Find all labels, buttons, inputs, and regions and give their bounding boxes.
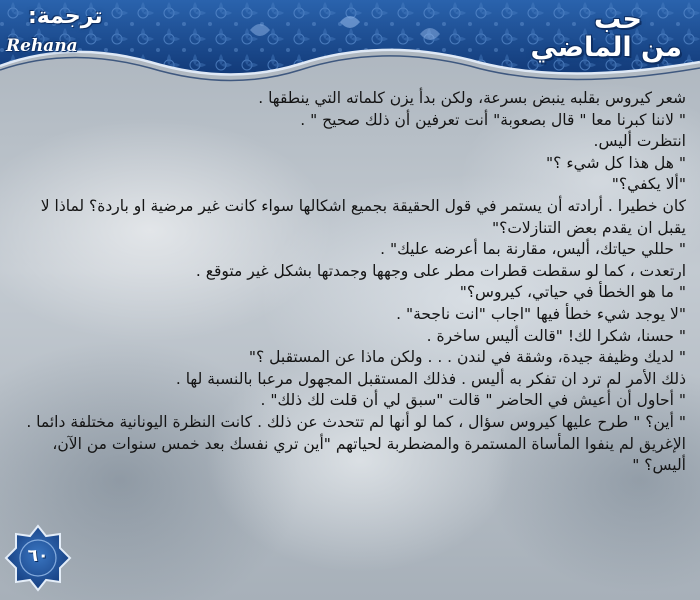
- translation-label: ترجمة:: [28, 4, 103, 29]
- text-line: " لاننا كبرنا معا " قال بصعوبة" أنت تعرفين أن ذلك صحيح " .: [300, 110, 686, 129]
- text-line: " أحاول أن أعيش في الحاضر " قالت "سبق لي أن قلت لك ذلك" .: [260, 391, 686, 410]
- series-title-line2: من الماضي: [530, 32, 682, 63]
- text-line: شعر كيروس بقلبه ينبض بسرعة، ولكن بدأ يزن كلماته التي ينطقها .: [258, 89, 686, 107]
- text-line: ذلك الأمر لم ترد ان تفكر به أليس . فذلك المستقبل المجهول مرعبا بالنسبة لها .: [175, 369, 686, 388]
- text-line: "ألا يكفي؟": [611, 175, 686, 194]
- series-title: [482, 6, 682, 62]
- story-text: [14, 88, 686, 477]
- text-paragraph: كان خطيرا . أرادته أن يستمر في قول الحقيقة بجميع اشكالها سواء كانت غير مرضية او باردة؟ لماذا لا يقبل ان يقدم بعض التنازلات؟": [40, 196, 686, 237]
- page-number: ٦٠: [27, 546, 49, 566]
- header-band: [0, 0, 700, 92]
- page-number-badge: [4, 524, 72, 592]
- text-line: " أين؟ " طرح عليها كيروس سؤال ، كما لو أنها لم تتحدث عن ذلك . كانت النظرة اليونانية مختلفة دائما .: [26, 412, 686, 431]
- text-line: " هل هذا كل شيء ؟": [546, 153, 686, 172]
- text-line: ارتعدت ، كما لو سقطت قطرات مطر على وجهها وجمدتها بشكل غير متوقع .: [195, 261, 686, 280]
- text-line: " ما هو الخطأ في حياتي، كيروس؟": [459, 283, 686, 302]
- text-line: انتظرت أليس.: [593, 132, 686, 151]
- text-line: " حسنا، شكرا لك! "قالت أليس ساخرة .: [426, 326, 686, 345]
- text-line: الإغريق لم ينفوا المأساة المستمرة والمضطربة لحياتهم "أين تري نفسك بعد خمس سنوات من الآن، أليس؟ ": [52, 434, 686, 475]
- series-title-line1: حب: [593, 4, 642, 35]
- text-line: " لديك وظيفة جيدة، وشقة في لندن . . . ولكن ماذا عن المستقبل ؟": [248, 348, 686, 367]
- text-line: " حللي حياتك، أليس، مقارنة بما أعرضه عليك" .: [380, 240, 686, 259]
- translator-name: Rehana: [6, 36, 78, 56]
- text-line: "لا يوجد شيء خطأ فيها "اجاب "انت ناجحة" .: [396, 304, 686, 323]
